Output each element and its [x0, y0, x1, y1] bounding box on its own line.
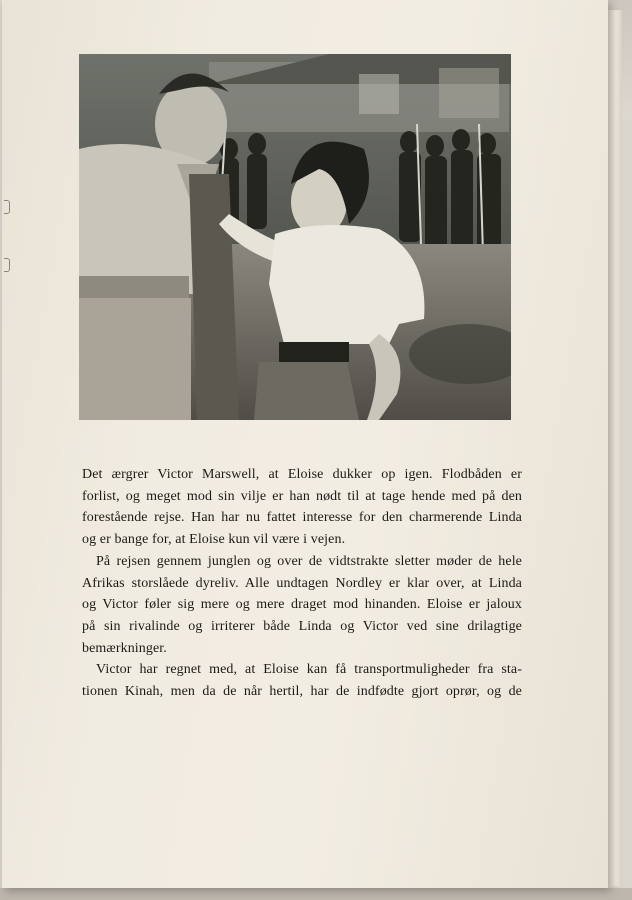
text-line: på sin rivalinde og irriterer både Linda og Victor ved sine drilagtige [82, 618, 522, 634]
text-line: og er bange for, at Eloise kun vil være i vejen. [82, 532, 346, 548]
staple-top [4, 200, 10, 214]
text-line: På rejsen gennem junglen og over de vidtstrakte sletter møder de hele [96, 553, 522, 569]
text-line: Det ærgrer Victor Marswell, at Eloise dukker op igen. Flodbåden er [82, 467, 522, 482]
paragraph-2 [82, 551, 522, 660]
paragraph-3 [82, 659, 522, 702]
text-line: forestående rejse. Han har nu fattet interesse for den charmerende Linda [82, 510, 522, 526]
paragraph-1 [82, 464, 522, 551]
film-still-photo [79, 54, 511, 420]
staple-bottom [4, 258, 10, 272]
text-line: Afrikas storslåede dyreliv. Alle undtagen Nordley er klar over, at Linda [82, 575, 522, 591]
body-text [82, 464, 522, 703]
text-line: forlist, og meget mod sin vilje er han nødt til at tage hende med på den [82, 488, 522, 504]
text-line: og Victor føler sig mere og mere draget mod hinanden. Eloise er jaloux [82, 597, 522, 613]
table-surface [0, 888, 632, 900]
text-line: bemærkninger. [82, 640, 167, 656]
text-line: Victor har regnet med, at Eloise kan få transportmuligheder fra sta- [96, 662, 522, 678]
page-edge [608, 10, 622, 886]
text-line: tionen Kinah, men da de når hertil, har de indfødte gjort oprør, og de [82, 684, 522, 700]
photo-illustration [79, 54, 511, 420]
